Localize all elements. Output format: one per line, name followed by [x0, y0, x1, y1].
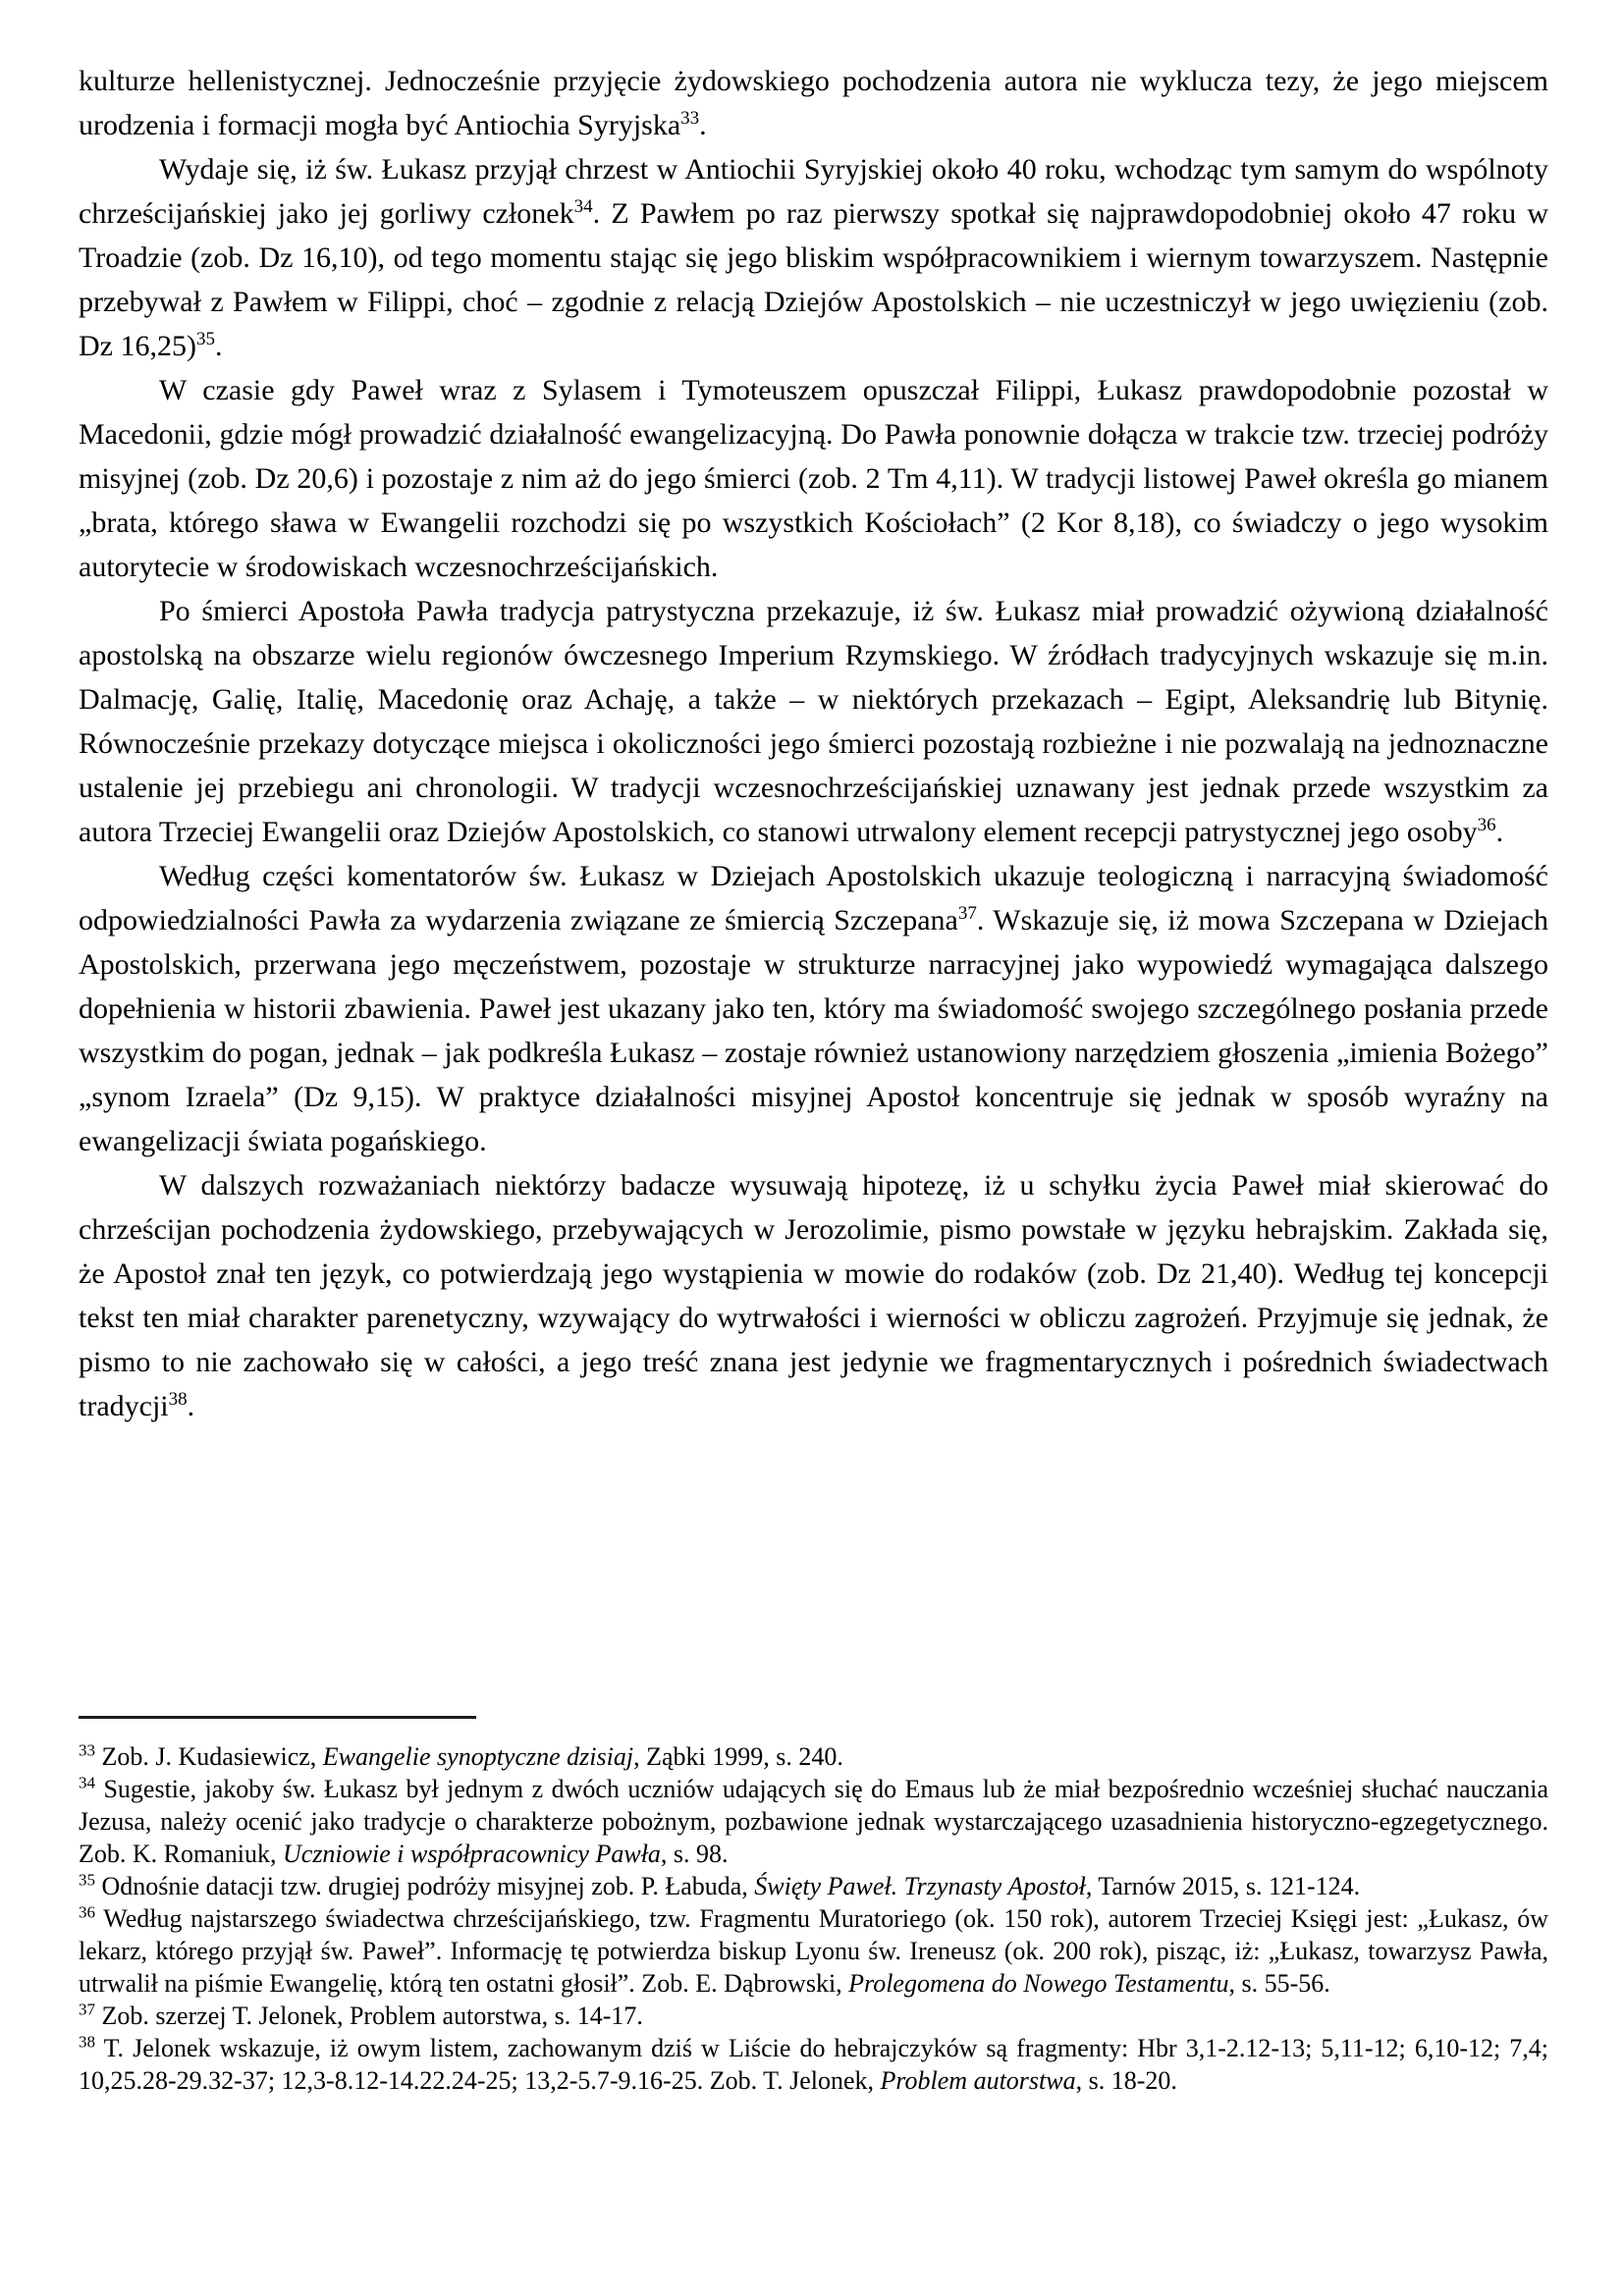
footnote-number: 34 — [79, 1773, 95, 1792]
text-run: W dalszych rozważaniach niektórzy badacze wysuwają hipotezę, iż u schyłku życia Paweł miał skierować do chrześcijan pochodzenia żydowskiego, przebywających w Jerozolimie, pismo powstałe w języku hebrajskim. Zakłada się, że Apostoł znał ten język, co potwierdzają jego wystąpienia w mowie do rodaków (zob. Dz 21,40). Według tej koncepcji tekst ten miał charakter parenetyczny, wzywający do wytrwałości i wierności w obliczu zagrożeń. Przyjmuje się jednak, że pismo to nie zachowało się w całości, a jego treść znana jest jedynie we fragmentarycznych i pośrednich świadectwach tradycji — [79, 1169, 1548, 1422]
footnote — [79, 1870, 1548, 1902]
text-run: . — [699, 109, 707, 141]
footnote-number: 35 — [79, 1870, 95, 1890]
footnote-reference: 33 — [680, 108, 700, 129]
text-run: , Ząbki 1999, s. 240. — [633, 1742, 843, 1771]
body-paragraph — [79, 368, 1548, 589]
footnote-reference: 36 — [1477, 815, 1496, 835]
text-run: kulturze hellenistycznej. Jednocześnie przyjęcie żydowskiego pochodzenia autora nie wyklucza tezy, że jego miejscem urodzenia i formacji mogła być Antiochia Syryjska — [79, 65, 1548, 141]
text-run: Odnośnie datacji tzw. drugiej podróży misyjnej zob. P. Łabuda, — [101, 1872, 755, 1900]
text-run: . — [1495, 816, 1504, 848]
italic-text: Uczniowie i współpracownicy Pawła — [283, 1840, 661, 1868]
footnote-reference: 38 — [168, 1389, 188, 1410]
text-run: Według części komentatorów św. Łukasz w Dziejach Apostolskich ukazuje teologiczną i narracyjną świadomość odpowiedzialności Pawła za wydarzenia związane ze śmiercią Szczepana — [79, 860, 1548, 936]
footnote — [79, 2000, 1548, 2032]
body-paragraph — [79, 147, 1548, 368]
footnote — [79, 2032, 1548, 2097]
footnote-number: 38 — [79, 2032, 95, 2052]
text-run: Zob. J. Kudasiewicz, — [101, 1742, 323, 1771]
footnote — [79, 1773, 1548, 1870]
text-run: , Tarnów 2015, s. 121-124. — [1085, 1872, 1361, 1900]
text-run: Sugestie, jakoby św. Łukasz był jednym z dwóch uczniów udających się do Emaus lub że miał bezpośrednio wcześniej słuchać nauczania Jezusa, należy ocenić jako tradycje o charakterze pobożnym, pozbawione jednak wystarczającego uzasadnienia historyczno-egzegetycznego. Zob. K. Romaniuk, — [79, 1775, 1549, 1868]
italic-text: Ewangelie synoptyczne dzisiaj — [322, 1742, 634, 1771]
footnote-separator — [79, 1716, 476, 1719]
footnote-reference: 34 — [573, 196, 593, 217]
body-text — [79, 59, 1548, 1428]
footnote — [79, 1740, 1548, 1773]
footnote-number: 33 — [79, 1740, 95, 1760]
text-run: T. Jelonek wskazuje, iż owym listem, zachowanym dziś w Liście do hebrajczyków są fragmenty: Hbr 3,1-2.12-13; 5,11-12; 6,10-12; 7,4; 10,25.28-29.32-37; 12,3-8.12-14.22.24-25; 13,2-5.7-9.16-25. Zob. T. Jelonek, — [79, 2034, 1548, 2095]
footnote-reference: 37 — [957, 903, 977, 924]
body-paragraph — [79, 589, 1548, 854]
text-run: Według najstarszego świadectwa chrześcijańskiego, tzw. Fragmentu Muratoriego (ok. 150 rok), autorem Trzeciej Księgi jest: „Łukasz, ów lekarz, którego przyjął św. Paweł”. Informację tę potwierdza biskup Lyonu św. Ireneusz (ok. 200 rok), pisząc, iż: „Łukasz, towarzysz Pawła, utrwalił na piśmie Ewangelię, którą ten ostatni głosił”. Zob. E. Dąbrowski, — [79, 1904, 1548, 1998]
text-run: . — [187, 1390, 195, 1422]
text-run: . Wskazuje się, iż mowa Szczepana w Dziejach Apostolskich, przerwana jego męczeństwem, pozostaje w strukturze narracyjnej jako wypowiedź wymagająca dalszego dopełnienia w historii zbawienia. Paweł jest ukazany jako ten, który ma świadomość swojego szczególnego posłania przede wszystkim do pogan, jednak – jak podkreśla Łukasz – zostaje również ustanowiony narzędziem głoszenia „imienia Bożego” „synom Izraela” (Dz 9,15). W praktyce działalności misyjnej Apostoł koncentruje się jednak w sposób wyraźny na ewangelizacji świata pogańskiego. — [79, 904, 1548, 1157]
text-run: , s. 18-20. — [1075, 2066, 1177, 2095]
text-run: Zob. szerzej T. Jelonek, Problem autorstwa, s. 14-17. — [101, 2002, 643, 2030]
italic-text: Święty Paweł. Trzynasty Apostoł — [754, 1872, 1086, 1900]
text-run: W czasie gdy Paweł wraz z Sylasem i Tymoteuszem opuszczał Filippi, Łukasz prawdopodobnie pozostał w Macedonii, gdzie mógł prowadzić działalność ewangelizacyjną. Do Pawła ponownie dołącza w trakcie tzw. trzeciej podróży misyjnej (zob. Dz 20,6) i pozostaje z nim aż do jego śmierci (zob. 2 Tm 4,11). W tradycji listowej Paweł określa go mianem „brata, którego sława w Ewangelii rozchodzi się po wszystkich Kościołach” (2 Kor 8,18), co świadczy o jego wysokim autorytecie w środowiskach wczesnochrześcijańskich. — [79, 374, 1548, 583]
footnotes-section — [79, 1716, 1548, 2097]
body-paragraph — [79, 59, 1548, 147]
body-paragraph — [79, 854, 1548, 1163]
italic-text: Prolegomena do Nowego Testamentu — [848, 1969, 1229, 1998]
italic-text: Problem autorstwa — [880, 2066, 1076, 2095]
footnote-reference: 35 — [195, 329, 215, 349]
footnotes-list — [79, 1740, 1548, 2097]
text-run: Wydaje się, iż św. Łukasz przyjął chrzest w Antiochii Syryjskiej około 40 roku, wchodząc tym samym do wspólnoty chrześcijańskiej jako jej gorliwy członek — [79, 153, 1548, 230]
text-run: , s. 55-56. — [1228, 1969, 1330, 1998]
footnote-number: 36 — [79, 1902, 95, 1922]
text-run: , s. 98. — [660, 1840, 729, 1868]
footnote-number: 37 — [79, 2000, 95, 2019]
text-run: . Z Pawłem po raz pierwszy spotkał się najprawdopodobniej około 47 roku w Troadzie (zob. Dz 16,10), od tego momentu stając się jego bliskim współpracownikiem i wiernym towarzyszem. Następnie przebywał z Pawłem w Filippi, choć – zgodnie z relacją Dziejów Apostolskich – nie uczestniczył w jego uwięzieniu (zob. Dz 16,25) — [79, 197, 1548, 362]
footnote — [79, 1902, 1548, 2000]
text-run: . — [214, 330, 223, 362]
body-paragraph — [79, 1163, 1548, 1428]
text-run: Po śmierci Apostoła Pawła tradycja patrystyczna przekazuje, iż św. Łukasz miał prowadzić ożywioną działalność apostolską na obszarze wielu regionów ówczesnego Imperium Rzymskiego. W źródłach tradycyjnych wskazuje się m.in. Dalmację, Galię, Italię, Macedonię oraz Achaję, a także – w niektórych przekazach – Egipt, Aleksandrię lub Bitynię. Równocześnie przekazy dotyczące miejsca i okoliczności jego śmierci pozostają rozbieżne i nie pozwalają na jednoznaczne ustalenie jej przebiegu ani chronologii. W tradycji wczesnochrześcijańskiej uznawany jest jednak przede wszystkim za autora Trzeciej Ewangelii oraz Dziejów Apostolskich, co stanowi utrwalony element recepcji patrystycznej jego osoby — [79, 595, 1548, 848]
